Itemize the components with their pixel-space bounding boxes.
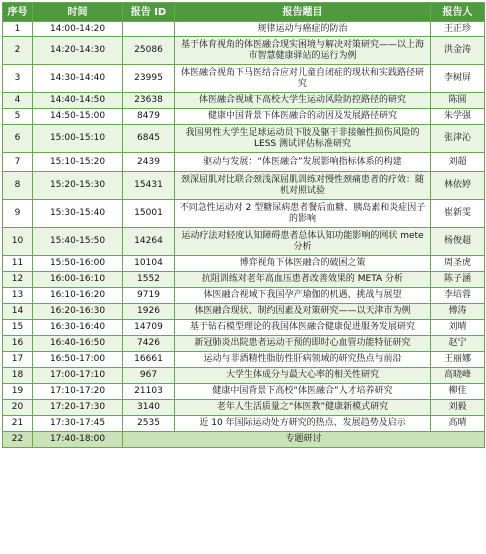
table-row bbox=[3, 400, 485, 416]
cell-topic: 健康中国背景下高校“体医融合”人才培养研究 bbox=[175, 384, 431, 400]
cell-speaker: 周圣虎 bbox=[431, 256, 485, 272]
cell-no: 9 bbox=[3, 200, 33, 228]
table-row bbox=[3, 125, 485, 153]
cell-topic: 体医融合视角下马医结合应对儿童自闭症的现状和实践路径研究 bbox=[175, 65, 431, 93]
cell-time: 15:00-15:10 bbox=[33, 125, 123, 153]
table-row bbox=[3, 109, 485, 125]
cell-no: 11 bbox=[3, 256, 33, 272]
cell-id: 9719 bbox=[123, 288, 175, 304]
cell-id: 967 bbox=[123, 368, 175, 384]
table-row bbox=[3, 37, 485, 65]
cell-topic: 运动疗法对轻度认知障碍患者总体认知功能影响的网状 mete 分析 bbox=[175, 228, 431, 256]
cell-speaker: 赵宁 bbox=[431, 336, 485, 352]
cell-no: 3 bbox=[3, 65, 33, 93]
table-row bbox=[3, 416, 485, 432]
cell-time: 15:50-16:00 bbox=[33, 256, 123, 272]
table-row bbox=[3, 22, 485, 37]
cell-no: 8 bbox=[3, 172, 33, 200]
cell-no: 13 bbox=[3, 288, 33, 304]
cell-id: 14709 bbox=[123, 320, 175, 336]
cell-topic: 体医融合现状、制约因素及对策研究——以天津市为例 bbox=[175, 304, 431, 320]
cell-speaker: 刘晴 bbox=[431, 320, 485, 336]
cell-topic: 基于钻石模型理论的我国体医融合健康促进服务发展研究 bbox=[175, 320, 431, 336]
cell-id: 8479 bbox=[123, 109, 175, 125]
table-row bbox=[3, 336, 485, 352]
cell-speaker: 李培蓉 bbox=[431, 288, 485, 304]
table-row bbox=[3, 352, 485, 368]
cell-topic: 近 10 年国际运动处方研究的热点、发展趋势及启示 bbox=[175, 416, 431, 432]
cell-time: 14:30-14:40 bbox=[33, 65, 123, 93]
cell-id: 3140 bbox=[123, 400, 175, 416]
cell-time: 14:00-14:20 bbox=[33, 22, 123, 37]
table-row bbox=[3, 200, 485, 228]
cell-id: 14264 bbox=[123, 228, 175, 256]
cell-topic: 体医融合视域下高校大学生运动风险防控路径的研究 bbox=[175, 93, 431, 109]
cell-speaker: 崔新雯 bbox=[431, 200, 485, 228]
cell-id: 23995 bbox=[123, 65, 175, 93]
cell-speaker: 李树屏 bbox=[431, 65, 485, 93]
cell-no: 14 bbox=[3, 304, 33, 320]
cell-speaker: 张津沁 bbox=[431, 125, 485, 153]
cell-time: 17:10-17:20 bbox=[33, 384, 123, 400]
table-row bbox=[3, 384, 485, 400]
cell-no: 22 bbox=[3, 432, 33, 448]
table-row bbox=[3, 256, 485, 272]
cell-speaker: 刘超 bbox=[431, 153, 485, 172]
header-speaker: 报告人 bbox=[431, 3, 485, 22]
cell-speaker: 杨俊超 bbox=[431, 228, 485, 256]
cell-time: 15:20-15:30 bbox=[33, 172, 123, 200]
cell-topic: 健康中国背景下体医融合的动因及发展路径研究 bbox=[175, 109, 431, 125]
cell-no: 10 bbox=[3, 228, 33, 256]
table-row bbox=[3, 368, 485, 384]
table-row bbox=[3, 153, 485, 172]
header-topic: 报告题目 bbox=[175, 3, 431, 22]
cell-no: 4 bbox=[3, 93, 33, 109]
table-row bbox=[3, 228, 485, 256]
cell-time: 16:10-16:20 bbox=[33, 288, 123, 304]
cell-topic: 抗阻训练对老年高血压患者改善效果的 META 分析 bbox=[175, 272, 431, 288]
cell-time: 16:30-16:40 bbox=[33, 320, 123, 336]
cell-time: 17:20-17:30 bbox=[33, 400, 123, 416]
cell-id: 1926 bbox=[123, 304, 175, 320]
cell-time: 14:20-14:30 bbox=[33, 37, 123, 65]
table-row bbox=[3, 272, 485, 288]
cell-topic: 博弈视角下体医融合的破困之策 bbox=[175, 256, 431, 272]
cell-no: 17 bbox=[3, 352, 33, 368]
cell-id: 15431 bbox=[123, 172, 175, 200]
cell-id: 21103 bbox=[123, 384, 175, 400]
cell-speaker: 高晴 bbox=[431, 416, 485, 432]
table-row bbox=[3, 304, 485, 320]
cell-id: 25086 bbox=[123, 37, 175, 65]
cell-time: 14:40-14:50 bbox=[33, 93, 123, 109]
cell-no: 16 bbox=[3, 336, 33, 352]
cell-no: 2 bbox=[3, 37, 33, 65]
cell-time: 14:50-15:00 bbox=[33, 109, 123, 125]
table-row bbox=[3, 93, 485, 109]
cell-time: 15:40-15:50 bbox=[33, 228, 123, 256]
cell-no: 12 bbox=[3, 272, 33, 288]
cell-speaker: 刘毅 bbox=[431, 400, 485, 416]
cell-id: 10104 bbox=[123, 256, 175, 272]
cell-speaker: 王丽娜 bbox=[431, 352, 485, 368]
cell-time: 17:30-17:45 bbox=[33, 416, 123, 432]
cell-time: 15:10-15:20 bbox=[33, 153, 123, 172]
cell-no: 18 bbox=[3, 368, 33, 384]
cell-topic: 基于体育视角的体医融合现实困境与解决对策研究——以上海市智慧健康驿站的运行为例 bbox=[175, 37, 431, 65]
cell-speaker: 傅涛 bbox=[431, 304, 485, 320]
cell-speaker: 王正珍 bbox=[431, 22, 485, 37]
cell-topic: 大学生体成分与最大心率的相关性研究 bbox=[175, 368, 431, 384]
table-row-final bbox=[3, 432, 485, 448]
cell-speaker: 陈圆 bbox=[431, 93, 485, 109]
header-row bbox=[3, 3, 485, 22]
cell-speaker: 柳佳 bbox=[431, 384, 485, 400]
cell-speaker: 高晓峰 bbox=[431, 368, 485, 384]
cell-id: 15001 bbox=[123, 200, 175, 228]
table-row bbox=[3, 65, 485, 93]
header-no: 序号 bbox=[3, 3, 33, 22]
cell-no: 7 bbox=[3, 153, 33, 172]
schedule-table bbox=[2, 2, 485, 448]
header-id: 报告 ID bbox=[123, 3, 175, 22]
cell-no: 1 bbox=[3, 22, 33, 37]
cell-no: 15 bbox=[3, 320, 33, 336]
cell-id: 7426 bbox=[123, 336, 175, 352]
cell-id: 2535 bbox=[123, 416, 175, 432]
cell-time: 16:20-16:30 bbox=[33, 304, 123, 320]
cell-no: 21 bbox=[3, 416, 33, 432]
cell-speaker: 陈子涵 bbox=[431, 272, 485, 288]
cell-id: 6845 bbox=[123, 125, 175, 153]
cell-topic: 不同急性运动对 2 型糖尿病患者餐后血糖、胰岛素和炎症因子的影响 bbox=[175, 200, 431, 228]
cell-topic: 新冠肺炎出院患者运动干预的即时心血管功能特征研究 bbox=[175, 336, 431, 352]
cell-speaker: 林依婷 bbox=[431, 172, 485, 200]
cell-time: 16:00-16:10 bbox=[33, 272, 123, 288]
header-time: 时间 bbox=[33, 3, 123, 22]
cell-no: 19 bbox=[3, 384, 33, 400]
cell-topic: 体医融合视域下我国孕产瑜伽的机遇、挑战与展望 bbox=[175, 288, 431, 304]
cell-time: 17:00-17:10 bbox=[33, 368, 123, 384]
cell-no: 5 bbox=[3, 109, 33, 125]
table-row bbox=[3, 320, 485, 336]
table-row bbox=[3, 172, 485, 200]
cell-speaker: 朱学强 bbox=[431, 109, 485, 125]
cell-time: 16:40-16:50 bbox=[33, 336, 123, 352]
cell-id: 16661 bbox=[123, 352, 175, 368]
cell-topic: 规律运动与癌症的防治 bbox=[175, 22, 431, 37]
cell-topic-merged: 专题研讨 bbox=[123, 432, 485, 448]
cell-id: 1552 bbox=[123, 272, 175, 288]
cell-topic: 颈深屈肌对比联合颈浅深屈肌训练对慢性颈痛患者的疗效：随机对照试验 bbox=[175, 172, 431, 200]
cell-no: 6 bbox=[3, 125, 33, 153]
cell-topic: 老年人生活质量之“体医教”健康新模式研究 bbox=[175, 400, 431, 416]
cell-topic: 驱动与发展：“体医融合”发展影响指标体系的构建 bbox=[175, 153, 431, 172]
cell-speaker: 洪金涛 bbox=[431, 37, 485, 65]
cell-time: 15:30-15:40 bbox=[33, 200, 123, 228]
cell-time: 16:50-17:00 bbox=[33, 352, 123, 368]
cell-topic: 运动与非酒精性脂肪性肝病领域的研究热点与前沿 bbox=[175, 352, 431, 368]
cell-id: 23638 bbox=[123, 93, 175, 109]
cell-no: 20 bbox=[3, 400, 33, 416]
table-body bbox=[3, 22, 485, 448]
cell-topic: 我国男性大学生足球运动员下肢及躯干非接触性损伤风险的 LESS 测试评估标准研究 bbox=[175, 125, 431, 153]
cell-id bbox=[123, 22, 175, 37]
cell-time: 17:40-18:00 bbox=[33, 432, 123, 448]
cell-id: 2439 bbox=[123, 153, 175, 172]
table-row bbox=[3, 288, 485, 304]
